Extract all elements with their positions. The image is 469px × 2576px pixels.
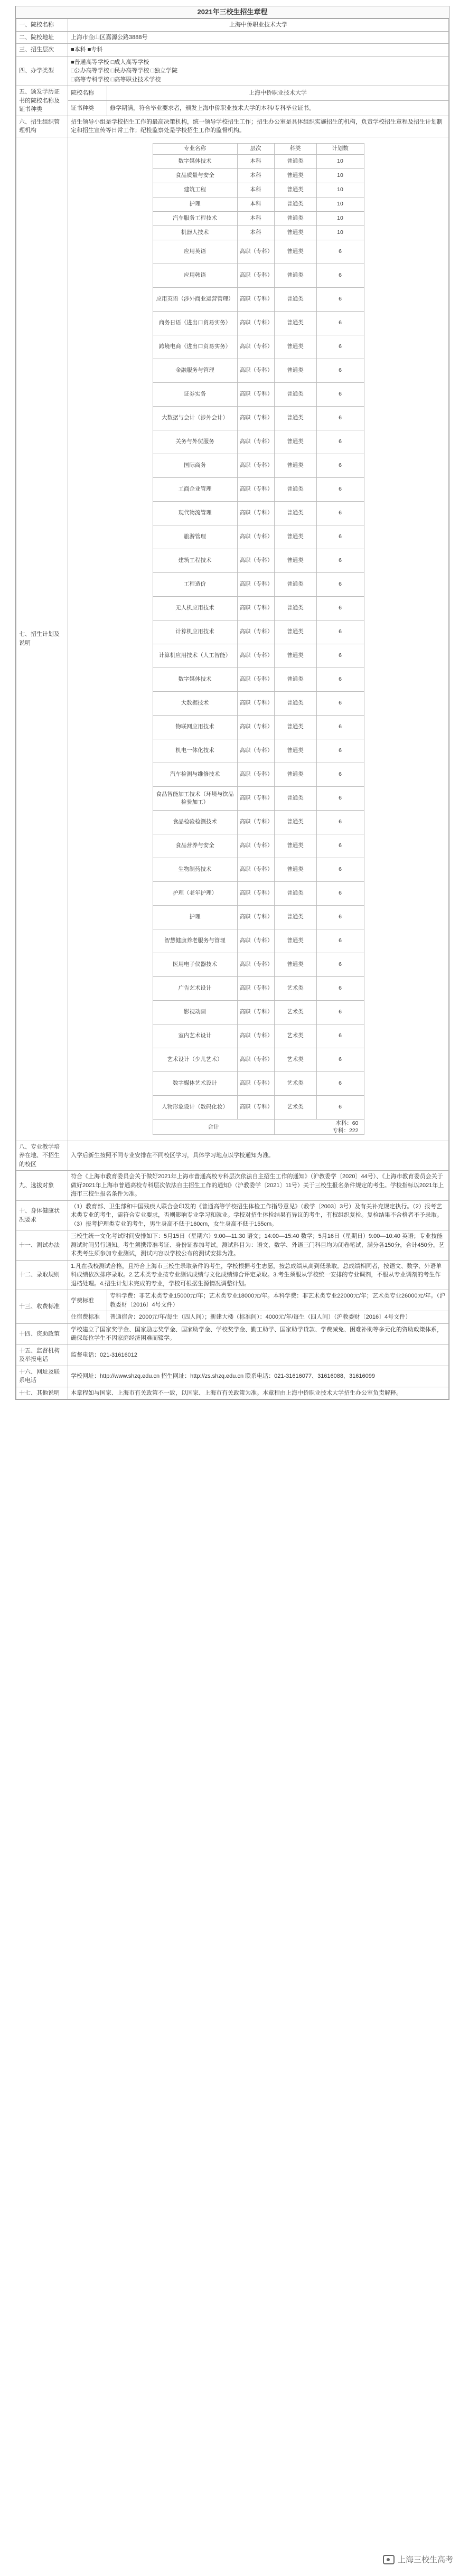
plan-major-type: 普通类 — [274, 382, 316, 406]
row-school-name — [16, 19, 449, 32]
plan-row — [153, 287, 364, 311]
plan-total-label: 合计 — [153, 1119, 274, 1134]
section-row — [16, 1366, 449, 1387]
plan-major-type: 普通类 — [274, 549, 316, 572]
plan-major-level: 高职（专科） — [237, 858, 274, 881]
plan-row — [153, 929, 364, 953]
plan-row — [153, 763, 364, 786]
plan-major-name: 汽车检测与维修技术 — [153, 763, 237, 786]
section-row — [16, 1311, 449, 1324]
plan-row — [153, 976, 364, 1000]
plan-major-name: 金融服务与管理 — [153, 359, 237, 382]
plan-row — [153, 382, 364, 406]
plan-major-count: 6 — [316, 976, 364, 1000]
diploma-label: 五、颁发学历证书的院校名称及证书种类 — [16, 86, 68, 116]
plan-major-level: 高职（专科） — [237, 1095, 274, 1119]
plan-header-type: 科类 — [274, 143, 316, 154]
watermark-text: 上海三校生高考 — [397, 2555, 453, 2564]
section-row — [16, 1290, 449, 1311]
plan-major-level: 高职（专科） — [237, 976, 274, 1000]
section-value: 1.凡在我校测试合格，且符合上海市三校生录取条件的考生，学校根据考生志愿，按总成绩从高到低录取。总成绩相同者，按语文、数学、外语单科成绩依次排序录取。2.艺术类专业按专业测试成绩与文化成绩综合评定录取。3.考生须服从学校统一安排的专业调剂，不服从专业调剂的考生作退档处理。4.招生计划未完成的专业，学校可根据生源情况调整计划。 — [68, 1260, 449, 1290]
plan-major-type: 普通类 — [274, 359, 316, 382]
plan-major-count: 6 — [316, 264, 364, 287]
plan-major-level: 高职（专科） — [237, 454, 274, 477]
section-label: 十五、监督机构及举报电话 — [16, 1345, 68, 1366]
plan-major-name: 护理 — [153, 197, 237, 211]
plan-header-count: 计划数 — [316, 143, 364, 154]
section-label: 十、身体健康状况要求 — [16, 1200, 68, 1230]
plan-major-level: 高职（专科） — [237, 406, 274, 430]
plan-major-type: 普通类 — [274, 287, 316, 311]
plan-major-count: 6 — [316, 525, 364, 549]
plan-major-level: 高职（专科） — [237, 1000, 274, 1024]
plan-major-count: 6 — [316, 406, 364, 430]
plan-cell — [68, 137, 449, 1141]
plan-major-name: 大数据技术 — [153, 691, 237, 715]
plan-row — [153, 620, 364, 644]
plan-row — [153, 1095, 364, 1119]
plan-row — [153, 335, 364, 359]
plan-row — [153, 1024, 364, 1048]
plan-major-level: 高职（专科） — [237, 359, 274, 382]
diploma-school-label: 院校名称 — [68, 86, 107, 101]
plan-major-count: 6 — [316, 905, 364, 929]
plan-major-name: 现代物流管理 — [153, 501, 237, 525]
plan-major-type: 普通类 — [274, 953, 316, 976]
sections-body — [16, 1141, 449, 1399]
plan-major-name: 建筑工程技术 — [153, 549, 237, 572]
diploma-type-label: 证书种类 — [68, 101, 107, 116]
plan-header-major: 专业名称 — [153, 143, 237, 154]
plan-major-name: 护理（老年护理） — [153, 881, 237, 905]
document-title: 2021年三校生招生章程 — [16, 6, 449, 18]
plan-major-type: 普通类 — [274, 905, 316, 929]
plan-row — [153, 454, 364, 477]
section-sub-value: 普通宿舍：2000元/年/每生（四人间）；新建大楼（标准间）：4000元/年/每生（四人间）（沪教委财〔2016〕4号文件） — [107, 1311, 449, 1324]
plan-major-level: 本科 — [237, 197, 274, 211]
section-label: 九、选拔对象 — [16, 1171, 68, 1201]
plan-row — [153, 477, 364, 501]
plan-major-count: 6 — [316, 382, 364, 406]
section-label: 十四、资助政策 — [16, 1323, 68, 1345]
plan-major-type: 普通类 — [274, 715, 316, 739]
plan-major-count: 6 — [316, 454, 364, 477]
plan-major-count: 6 — [316, 620, 364, 644]
plan-major-count: 6 — [316, 240, 364, 264]
section-value: 符合《上海市教育委员会关于做好2021年上海市普通高校专科层次依法自主招生工作的通知》（沪教委学〔2020〕44号）、《上海市教育委员会关于做好2021年上海市普通高校专科层次依法自主招生工作的通知》（沪教委学〔2021〕11号）关于三校生报名条件规定的考生。学校指标以2021年上海市三校生报名条件为准。 — [68, 1171, 449, 1201]
level-label: 三、招生层次 — [16, 44, 68, 57]
plan-major-name: 人物形象设计（数码化妆） — [153, 1095, 237, 1119]
plan-major-level: 高职（专科） — [237, 905, 274, 929]
plan-major-name: 关务与外贸服务 — [153, 430, 237, 454]
plan-major-type: 普通类 — [274, 183, 316, 197]
plan-row — [153, 596, 364, 620]
plan-major-name: 应用英语（涉外商业运营管理） — [153, 287, 237, 311]
section-label: 十六、网址及联系电话 — [16, 1366, 68, 1387]
school-type-options — [68, 56, 449, 86]
plan-major-name: 商务日语（进出口贸易实务） — [153, 311, 237, 335]
plan-row — [153, 644, 364, 667]
section-row — [16, 1387, 449, 1399]
plan-row — [153, 225, 364, 240]
row-diploma-school — [16, 86, 449, 101]
plan-major-level: 高职（专科） — [237, 786, 274, 810]
plan-total-line: 专科：222 — [332, 1127, 359, 1134]
plan-major-count: 6 — [316, 881, 364, 905]
plan-major-type: 普通类 — [274, 763, 316, 786]
plan-major-level: 本科 — [237, 183, 274, 197]
plan-row — [153, 311, 364, 335]
plan-major-type: 普通类 — [274, 881, 316, 905]
section-value: 三校生统一文化考试时间安排如下：5月15日（星期六）9:00—11:30 语文；14:00—15:40 数学；5月16日（星期日）9:00—10:40 英语；专业技能测试时间另行通知。考生须携带准考证、身份证参加考试。测试科目为：语文、数学、外语三门科目均为闭卷笔试，满分各150分，合计450分。艺术类考生须参加专业测试，测试内容以学校公布的测试安排为准。 — [68, 1230, 449, 1261]
plan-major-type: 普通类 — [274, 929, 316, 953]
watermark — [383, 2554, 453, 2565]
plan-major-name: 工商企业管理 — [153, 477, 237, 501]
plan-major-count: 10 — [316, 183, 364, 197]
section-value: 学校建立了国家奖学金、国家励志奖学金、国家助学金、学校奖学金、勤工助学、国家助学贷款、学费减免、困难补助等多元化的资助政策体系，确保每位学生不因家庭经济困难而辍学。 — [68, 1323, 449, 1345]
section-value: 本章程如与国家、上海市有关政策不一致，以国家、上海市有关政策为准。本章程由上海中侨职业技术大学招生办公室负责解释。 — [68, 1387, 449, 1399]
plan-major-count: 6 — [316, 335, 364, 359]
plan-major-name: 应用韩语 — [153, 264, 237, 287]
plan-row — [153, 881, 364, 905]
plan-major-type: 普通类 — [274, 786, 316, 810]
plan-major-level: 高职（专科） — [237, 264, 274, 287]
plan-label: 七、招生计划及说明 — [16, 137, 68, 1141]
plan-major-type: 普通类 — [274, 335, 316, 359]
plan-row — [153, 549, 364, 572]
plan-row — [153, 953, 364, 976]
plan-row — [153, 168, 364, 183]
plan-row — [153, 430, 364, 454]
plan-row — [153, 786, 364, 810]
plan-major-type: 普通类 — [274, 572, 316, 596]
plan-major-type: 普通类 — [274, 525, 316, 549]
plan-major-level: 高职（专科） — [237, 881, 274, 905]
plan-major-type: 普通类 — [274, 739, 316, 763]
plan-major-name: 食品质量与安全 — [153, 168, 237, 183]
plan-major-level: 高职（专科） — [237, 953, 274, 976]
plan-major-name: 国际商务 — [153, 454, 237, 477]
plan-major-count: 6 — [316, 786, 364, 810]
plan-major-type: 普通类 — [274, 168, 316, 183]
row-diploma-type — [16, 101, 449, 116]
plan-major-name: 计算机应用技术 — [153, 620, 237, 644]
plan-major-count: 6 — [316, 596, 364, 620]
plan-major-level: 本科 — [237, 168, 274, 183]
plan-major-type: 普通类 — [274, 264, 316, 287]
plan-row — [153, 154, 364, 168]
plan-row — [153, 1000, 364, 1024]
plan-major-name: 数字媒体艺术设计 — [153, 1071, 237, 1095]
plan-header-row — [153, 143, 364, 154]
plan-major-type: 普通类 — [274, 501, 316, 525]
plan-major-name: 食品营养与安全 — [153, 834, 237, 858]
plan-major-level: 高职（专科） — [237, 810, 274, 834]
section-value: 监督电话：021-31616012 — [68, 1345, 449, 1366]
plan-major-level: 高职（专科） — [237, 240, 274, 264]
plan-major-count: 6 — [316, 715, 364, 739]
plan-major-level: 高职（专科） — [237, 287, 274, 311]
plan-major-type: 普通类 — [274, 197, 316, 211]
plan-row — [153, 183, 364, 197]
school-address-label: 二、院校地址 — [16, 31, 68, 44]
plan-major-level: 本科 — [237, 211, 274, 225]
plan-major-type: 普通类 — [274, 154, 316, 168]
plan-major-level: 高职（专科） — [237, 620, 274, 644]
plan-major-name: 证券实务 — [153, 382, 237, 406]
plan-row — [153, 1048, 364, 1071]
section-label: 十一、测试办法 — [16, 1230, 68, 1261]
plan-major-level: 高职（专科） — [237, 477, 274, 501]
management-label: 六、招生组织管理机构 — [16, 116, 68, 137]
row-school-address — [16, 31, 449, 44]
plan-major-name: 食品检验检测技术 — [153, 810, 237, 834]
plan-major-type: 普通类 — [274, 691, 316, 715]
plan-major-name: 食品智能加工技术（环境与饮品检验加工） — [153, 786, 237, 810]
plan-major-count: 6 — [316, 287, 364, 311]
section-value: 入学后新生按照不同专业安排在不同校区学习，具体学习地点以学校通知为准。 — [68, 1141, 449, 1171]
plan-major-name: 跨境电商（进出口贸易实务） — [153, 335, 237, 359]
plan-row — [153, 667, 364, 691]
plan-major-level: 高职（专科） — [237, 596, 274, 620]
plan-row — [153, 197, 364, 211]
plan-row — [153, 1071, 364, 1095]
plan-major-count: 6 — [316, 691, 364, 715]
section-row — [16, 1323, 449, 1345]
section-label: 十三、收费标准 — [16, 1290, 68, 1324]
row-level — [16, 44, 449, 57]
plan-row — [153, 525, 364, 549]
plan-major-level: 高职（专科） — [237, 644, 274, 667]
row-school-type — [16, 56, 449, 86]
plan-major-level: 高职（专科） — [237, 335, 274, 359]
plan-major-level: 高职（专科） — [237, 311, 274, 335]
plan-major-count: 6 — [316, 858, 364, 881]
plan-major-count: 6 — [316, 501, 364, 525]
plan-major-level: 高职（专科） — [237, 715, 274, 739]
section-sub-label: 学费标准 — [68, 1290, 107, 1311]
plan-major-level: 高职（专科） — [237, 1071, 274, 1095]
plan-major-count: 6 — [316, 477, 364, 501]
plan-major-level: 高职（专科） — [237, 430, 274, 454]
school-name-value: 上海中侨职业技术大学 — [68, 19, 449, 32]
plan-major-type: 普通类 — [274, 454, 316, 477]
plan-row — [153, 858, 364, 881]
plan-total-line: 本科：60 — [335, 1120, 359, 1126]
plan-major-type: 普通类 — [274, 406, 316, 430]
plan-table-body — [153, 143, 364, 1134]
plan-major-name: 艺术设计（少儿艺术） — [153, 1048, 237, 1071]
section-value: 学校网址：http://www.shzq.edu.cn 招生网址：http://zs.shzq.edu.cn 联系电话：021-31616077、31616088、31616099 — [68, 1366, 449, 1387]
plan-major-name: 数字媒体技术 — [153, 154, 237, 168]
plan-major-count: 10 — [316, 197, 364, 211]
plan-major-level: 高职（专科） — [237, 382, 274, 406]
plan-major-level: 本科 — [237, 154, 274, 168]
plan-major-name: 影视动画 — [153, 1000, 237, 1024]
plan-major-type: 普通类 — [274, 834, 316, 858]
plan-major-type: 艺术类 — [274, 976, 316, 1000]
section-label: 十二、录取规则 — [16, 1260, 68, 1290]
plan-major-level: 高职（专科） — [237, 549, 274, 572]
plan-major-count: 6 — [316, 549, 364, 572]
plan-major-level: 高职（专科） — [237, 667, 274, 691]
plan-major-level: 高职（专科） — [237, 572, 274, 596]
plan-major-level: 高职（专科） — [237, 691, 274, 715]
plan-major-count: 6 — [316, 810, 364, 834]
plan-row — [153, 691, 364, 715]
plan-major-count: 6 — [316, 1024, 364, 1048]
section-row — [16, 1200, 449, 1230]
plan-major-count: 6 — [316, 929, 364, 953]
plan-major-count: 6 — [316, 1048, 364, 1071]
plan-major-name: 室内艺术设计 — [153, 1024, 237, 1048]
diploma-type-value: 修学期满，符合毕业要求者，颁发上海中侨职业技术大学的本科/专科毕业证书。 — [107, 101, 449, 116]
section-row — [16, 1230, 449, 1261]
plan-major-count: 6 — [316, 739, 364, 763]
plan-row — [153, 572, 364, 596]
plan-major-count: 6 — [316, 644, 364, 667]
plan-major-level: 高职（专科） — [237, 501, 274, 525]
plan-header-level: 层次 — [237, 143, 274, 154]
plan-major-name: 医用电子仪器技术 — [153, 953, 237, 976]
plan-major-type: 普通类 — [274, 311, 316, 335]
plan-major-count: 10 — [316, 154, 364, 168]
plan-major-name: 护理 — [153, 905, 237, 929]
plan-major-name: 汽车服务工程技术 — [153, 211, 237, 225]
plan-major-level: 高职（专科） — [237, 763, 274, 786]
plan-major-name: 机电一体化技术 — [153, 739, 237, 763]
plan-major-name: 建筑工程 — [153, 183, 237, 197]
plan-row — [153, 501, 364, 525]
plan-major-count: 6 — [316, 311, 364, 335]
section-row — [16, 1171, 449, 1201]
plan-major-type: 艺术类 — [274, 1024, 316, 1048]
plan-major-type: 普通类 — [274, 240, 316, 264]
plan-major-name: 大数据与会计（涉外会计） — [153, 406, 237, 430]
plan-major-count: 6 — [316, 1095, 364, 1119]
plan-major-name: 生物制药技术 — [153, 858, 237, 881]
plan-major-type: 普通类 — [274, 596, 316, 620]
plan-major-level: 高职（专科） — [237, 525, 274, 549]
plan-row — [153, 739, 364, 763]
plan-major-type: 普通类 — [274, 858, 316, 881]
plan-major-count: 6 — [316, 572, 364, 596]
plan-row — [153, 264, 364, 287]
section-sub-label: 住宿费标准 — [68, 1311, 107, 1324]
school-address-value: 上海市金山区嘉源公路3888号 — [68, 31, 449, 44]
section-row — [16, 1141, 449, 1171]
plan-major-name: 数字媒体技术 — [153, 667, 237, 691]
plan-major-count: 10 — [316, 168, 364, 183]
plan-row — [153, 905, 364, 929]
admission-charter-document — [15, 6, 449, 1400]
section-value: （1）教育部、卫生部和中国残疾人联合会印发的《普通高等学校招生体检工作指导意见》（教学〔2003〕3号）及有关补充规定执行。（2）报考艺术类专业的考生，需符合专业要求，否则影响专业学习和就业。学校对招生体检结果有异议的考生，有权组织复检。复检结果不合格者不予录取。（3）报考护理类专业的考生，男生身高不低于160cm，女生身高不低于155cm。 — [68, 1200, 449, 1230]
plan-major-level: 高职（专科） — [237, 929, 274, 953]
plan-major-type: 普通类 — [274, 211, 316, 225]
plan-row — [153, 211, 364, 225]
plan-major-name: 应用英语 — [153, 240, 237, 264]
section-row — [16, 1260, 449, 1290]
section-row — [16, 1345, 449, 1366]
plan-major-name: 智慧健康养老服务与管理 — [153, 929, 237, 953]
row-enrollment-plan — [16, 137, 449, 1141]
plan-major-count: 6 — [316, 667, 364, 691]
plan-major-count: 6 — [316, 430, 364, 454]
plan-row — [153, 715, 364, 739]
row-management — [16, 116, 449, 137]
plan-major-name: 计算机应用技术（人工智能） — [153, 644, 237, 667]
plan-major-count: 6 — [316, 834, 364, 858]
plan-major-level: 高职（专科） — [237, 834, 274, 858]
plan-total-row — [153, 1119, 364, 1134]
plan-major-level: 高职（专科） — [237, 739, 274, 763]
plan-major-level: 本科 — [237, 225, 274, 240]
plan-major-name: 旅游管理 — [153, 525, 237, 549]
plan-major-name: 物联网应用技术 — [153, 715, 237, 739]
school-type-label: 四、办学类型 — [16, 56, 68, 86]
plan-major-count: 10 — [316, 211, 364, 225]
plan-major-level: 高职（专科） — [237, 1048, 274, 1071]
level-options: ■本科 ■专科 — [68, 44, 449, 57]
school-type-line-2: □公办高等学校 □民办高等学校 □独立学院 — [71, 68, 178, 74]
plan-table — [153, 143, 364, 1135]
plan-row — [153, 834, 364, 858]
section-label: 十七、其他说明 — [16, 1387, 68, 1399]
plan-major-type: 普通类 — [274, 620, 316, 644]
plan-major-type: 艺术类 — [274, 1095, 316, 1119]
plan-major-type: 普通类 — [274, 477, 316, 501]
plan-total-values — [274, 1119, 364, 1134]
charter-table — [16, 18, 449, 1399]
plan-major-type: 普通类 — [274, 810, 316, 834]
plan-major-name: 广告艺术设计 — [153, 976, 237, 1000]
plan-major-type: 普通类 — [274, 430, 316, 454]
plan-major-name: 无人机应用技术 — [153, 596, 237, 620]
plan-major-type: 艺术类 — [274, 1071, 316, 1095]
school-type-line-1: ■普通高等学校 □成人高等学校 — [71, 59, 149, 65]
plan-major-count: 6 — [316, 1071, 364, 1095]
school-type-line-3: □高等专科学校 □高等职业技术学校 — [71, 76, 161, 83]
plan-major-type: 艺术类 — [274, 1048, 316, 1071]
plan-major-type: 普通类 — [274, 667, 316, 691]
plan-row — [153, 359, 364, 382]
section-label: 八、专业教学培养在地、不招生的校区 — [16, 1141, 68, 1171]
plan-major-count: 6 — [316, 1000, 364, 1024]
school-name-label: 一、院校名称 — [16, 19, 68, 32]
plan-major-count: 10 — [316, 225, 364, 240]
plan-major-name: 机器人技术 — [153, 225, 237, 240]
plan-major-name: 工程造价 — [153, 572, 237, 596]
plan-row — [153, 240, 364, 264]
plan-major-type: 普通类 — [274, 225, 316, 240]
management-value: 招生领导小组是学校招生工作的最高决策机构，统一领导学校招生工作；招生办公室是具体组织实施招生的机构，负责学校招生章程及招生计划制定和招生宣传等日常工作；纪检监察处是学校招生工作的监督机构。 — [68, 116, 449, 137]
wechat-icon — [383, 2555, 395, 2564]
plan-major-count: 6 — [316, 359, 364, 382]
plan-row — [153, 406, 364, 430]
plan-major-level: 高职（专科） — [237, 1024, 274, 1048]
diploma-school-value: 上海中侨职业技术大学 — [107, 86, 449, 101]
plan-major-count: 6 — [316, 763, 364, 786]
plan-major-count: 6 — [316, 953, 364, 976]
plan-row — [153, 810, 364, 834]
section-sub-value: 专科学费：非艺术类专业15000元/年；艺术类专业18000元/年。本科学费：非艺术类专业22000元/年；艺术类专业26000元/年。（沪教委财〔2016〕4号文件） — [107, 1290, 449, 1311]
plan-major-type: 艺术类 — [274, 1000, 316, 1024]
plan-major-type: 普通类 — [274, 644, 316, 667]
